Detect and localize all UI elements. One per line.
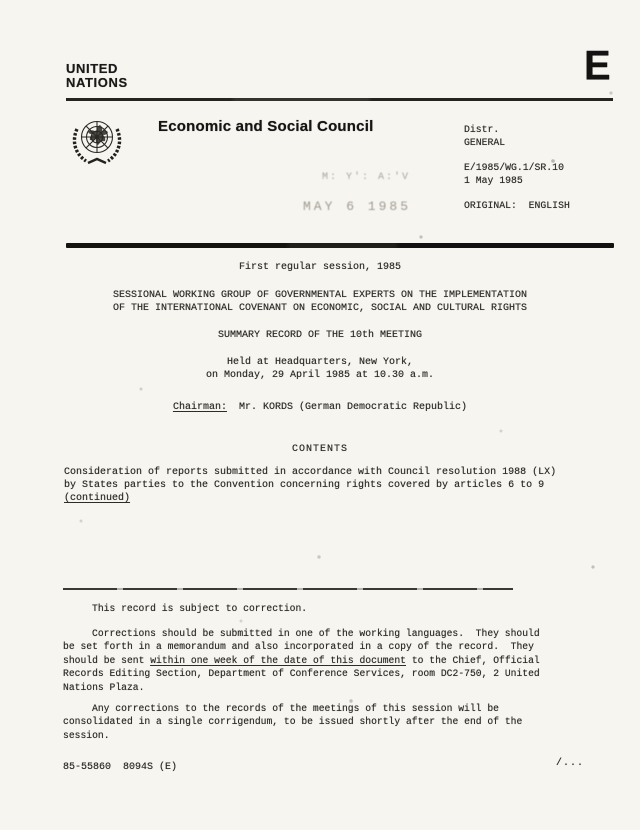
corrections-deadline-underlined: within one week of the date of this document — [150, 654, 406, 666]
contents-item-line2: by States parties to the Convention concerning rights covered by articles 6 to 9 — [64, 480, 545, 491]
chairman-value: Mr. KORDS (German Democratic Republic) — [238, 402, 468, 413]
contents-item-continued: (continued) — [64, 493, 131, 504]
distr-value: GENERAL — [464, 137, 506, 148]
separator-rule — [66, 243, 614, 248]
chairman-label: Chairman: — [172, 402, 227, 413]
held-line1: Held at Headquarters, New York, — [226, 357, 414, 368]
continuation-mark: /... — [556, 758, 585, 769]
original-language: ORIGINAL: ENGLISH — [464, 200, 570, 211]
contents-heading: CONTENTS — [291, 444, 348, 455]
corrigendum-paragraph: Any corrections to the records of the meetings of this session will be consolidated in a single corrigendum, to be issued shortly after the end of the session. — [63, 703, 529, 741]
corrections-text-post: to the Chief, Official Records Editing Section, Department of Conference Services, room DC2-750, 2 United Nations Plaza. — [63, 654, 546, 693]
chairman-line — [20, 401, 620, 414]
contents-item-line1: Consideration of reports submitted in accordance with Council resolution 1988 (LX) — [64, 467, 557, 478]
un-masthead — [66, 62, 128, 90]
document-symbol: E/1985/WG.1/SR.10 — [464, 162, 564, 173]
header-rule — [66, 98, 613, 101]
document-series-letter: E — [584, 42, 611, 90]
working-group-line2: OF THE INTERNATIONAL COVENANT ON ECONOMIC, SOCIAL AND CULTURAL RIGHTS — [112, 303, 528, 314]
council-title: Economic and Social Council — [158, 118, 374, 135]
footnote-rule — [63, 588, 513, 590]
held-line2: on Monday, 29 April 1985 at 10.30 a.m. — [205, 370, 435, 381]
session-line: First regular session, 1985 — [238, 262, 402, 273]
job-number: 85-55860 8094S (E) — [63, 762, 178, 773]
scan-speckles — [0, 0, 2, 2]
contents-item — [64, 466, 584, 505]
distr-label: Distr. — [464, 124, 500, 135]
correction-notice: This record is subject to correction. — [92, 603, 308, 614]
received-stamp-date: MAY 6 1985 — [303, 199, 412, 214]
document-date: 1 May 1985 — [464, 175, 523, 186]
symbol-block — [464, 161, 564, 187]
record-title: SUMMARY RECORD OF THE 10th MEETING — [217, 330, 423, 341]
working-group-line1: SESSIONAL WORKING GROUP OF GOVERNMENTAL EXPERTS ON THE IMPLEMENTATION — [112, 290, 528, 301]
received-stamp-smudge: M: Y': A:'V — [322, 172, 411, 183]
corrections-paragraph — [63, 627, 550, 694]
un-masthead-line1: UNITED — [66, 61, 118, 76]
un-emblem-icon — [68, 113, 126, 169]
un-masthead-line2: NATIONS — [66, 75, 128, 90]
corrections-text-pre: Corrections should be submitted in one of the working languages. They should be set forth in a memorandum and also incorporated in a copy of the record. They should be sent — [63, 628, 546, 666]
distribution-block — [464, 123, 505, 149]
